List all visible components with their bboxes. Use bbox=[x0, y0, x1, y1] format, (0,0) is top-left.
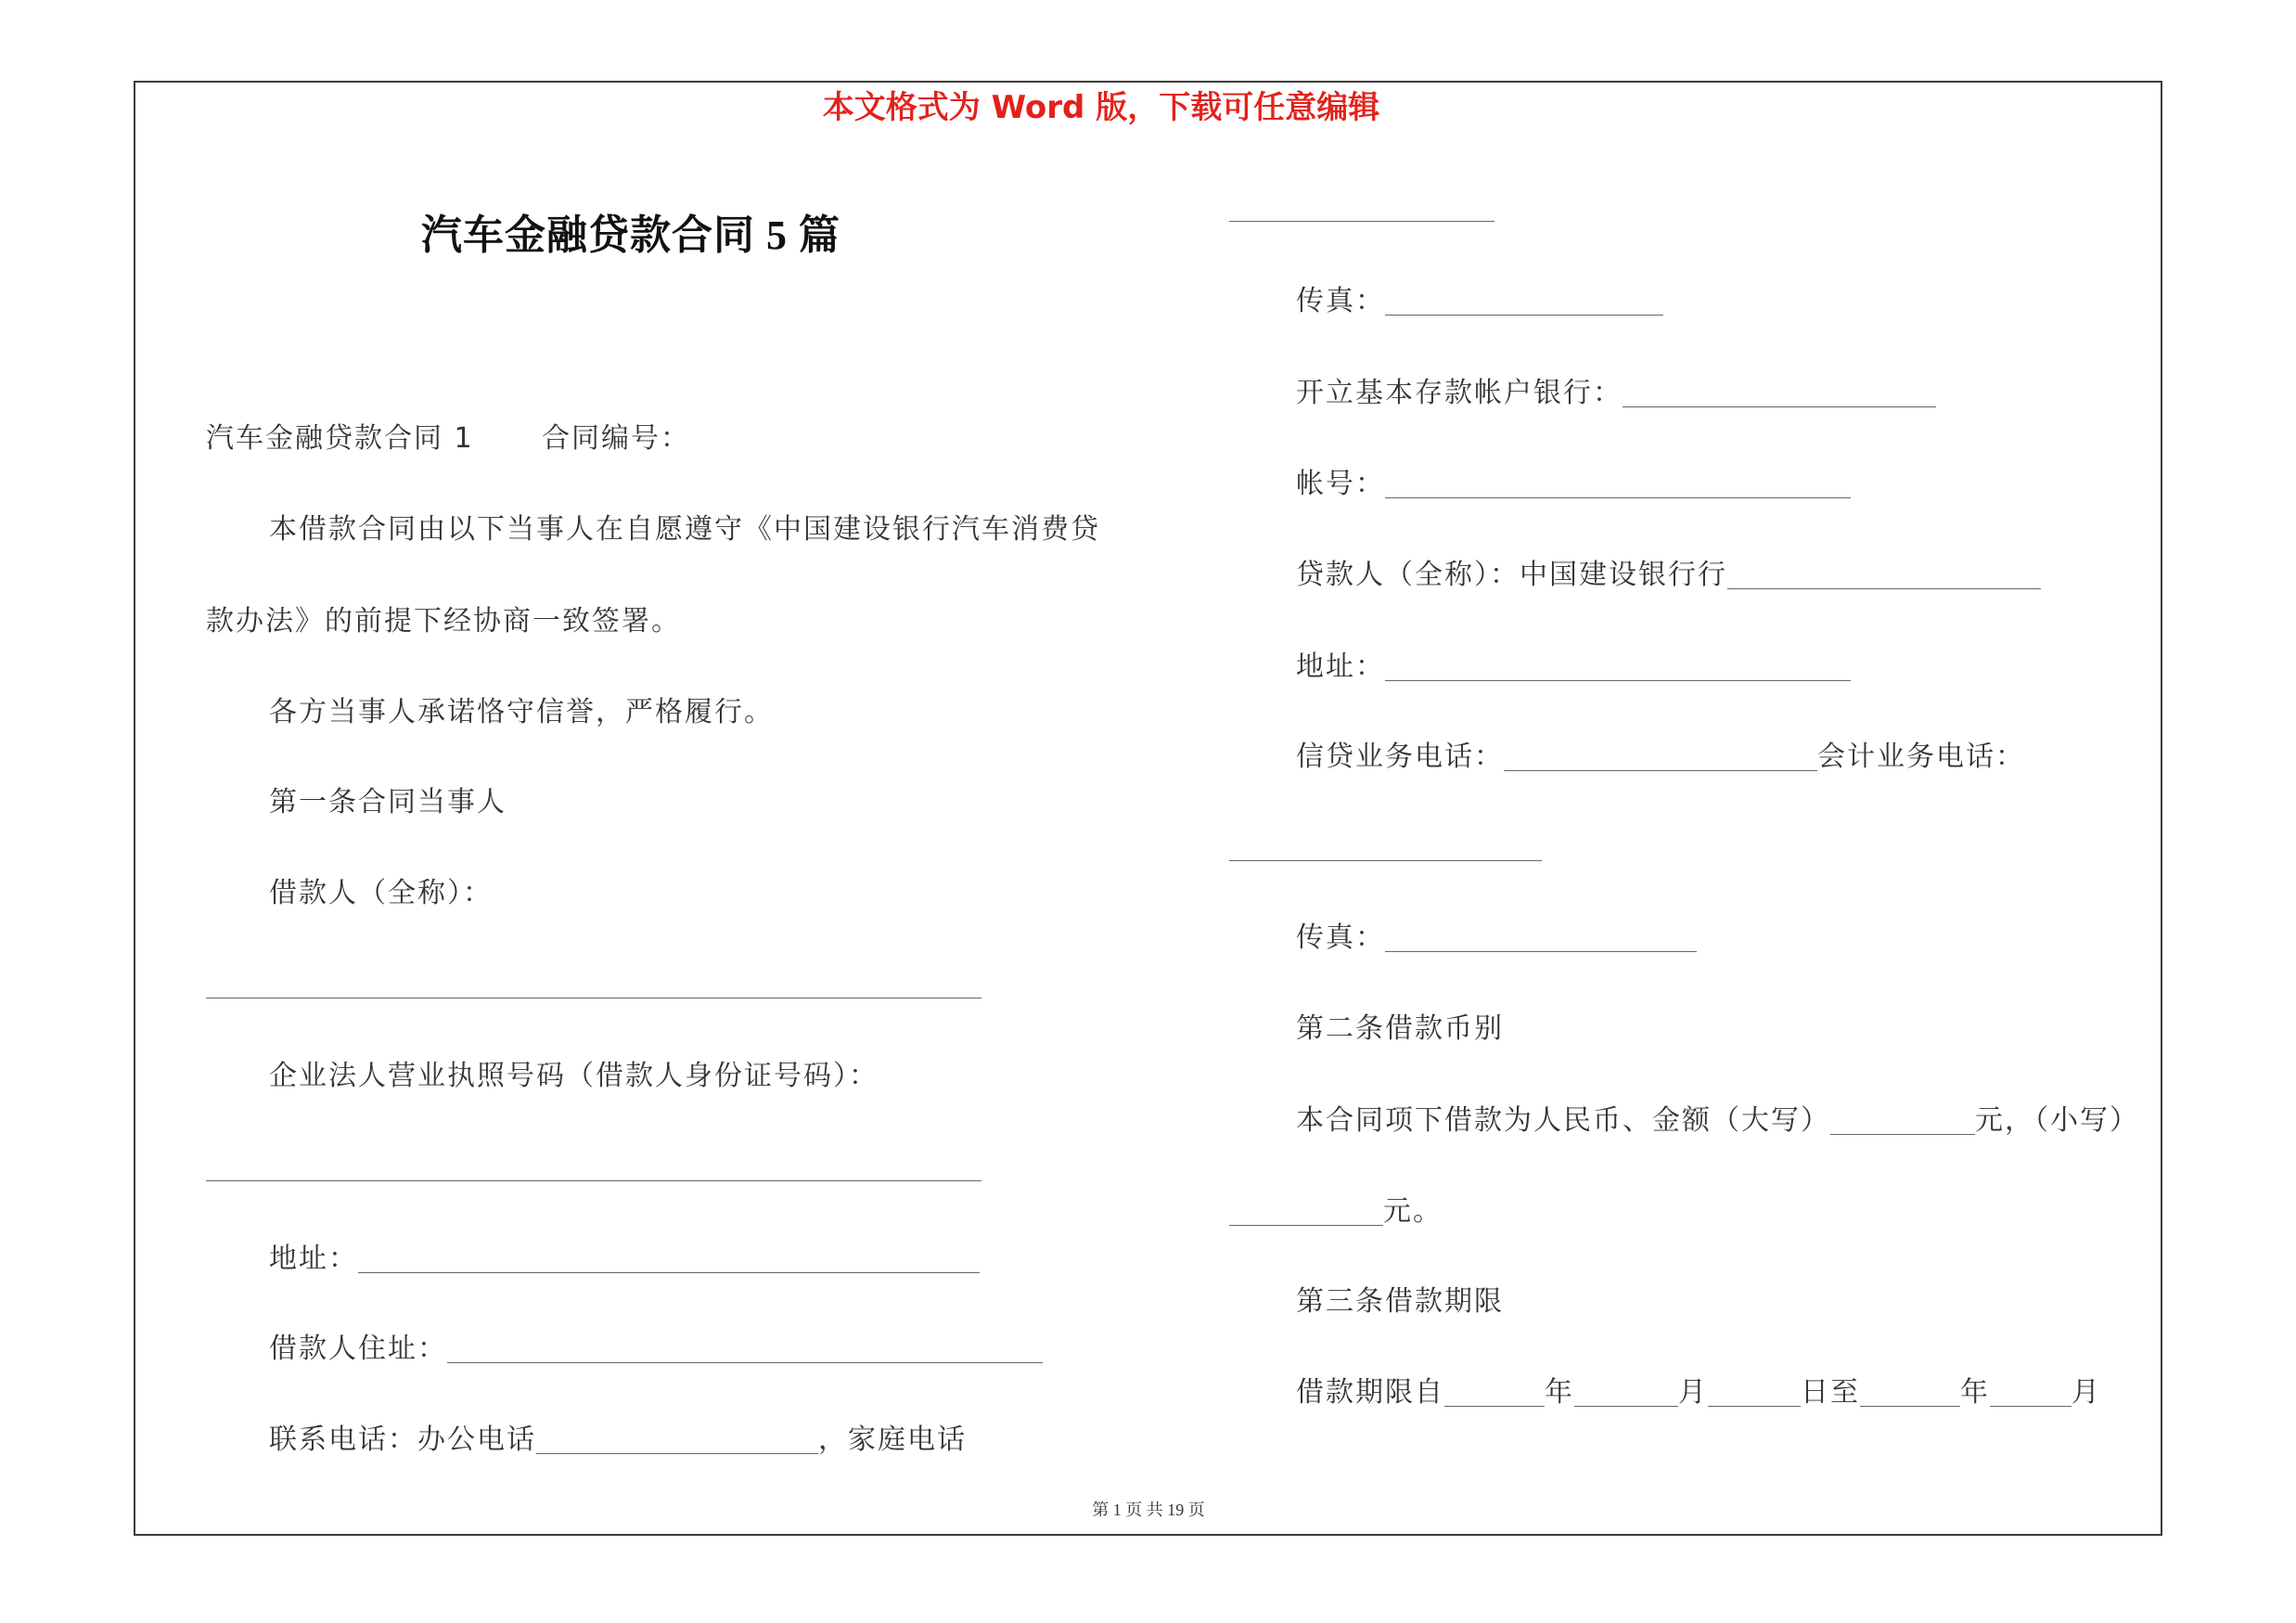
lender-label: 贷款人（全称）：中国建设银行行 bbox=[1296, 559, 1727, 591]
lender-address-blank bbox=[1385, 652, 1851, 681]
amount-lowercase-blank bbox=[1229, 1197, 1383, 1226]
month-label: 月 bbox=[2072, 1376, 2101, 1409]
start-year-blank bbox=[1444, 1378, 1545, 1407]
credit-phone-label: 信贷业务电话： bbox=[1296, 741, 1504, 773]
loan-amount-line bbox=[1296, 1101, 2139, 1141]
term-start-label: 借款期限自 bbox=[1296, 1376, 1444, 1409]
intro-line-2: 款办法》的前提下经协商一致签署。 bbox=[206, 605, 681, 638]
address-blank bbox=[358, 1244, 980, 1273]
year-label: 年 bbox=[1960, 1376, 1990, 1409]
article-3-heading: 第三条借款期限 bbox=[1296, 1285, 1504, 1318]
license-label: 企业法人营业执照号码（借款人身份证号码）： bbox=[269, 1060, 879, 1092]
amount-unit-end: 元。 bbox=[1383, 1195, 1443, 1228]
contract-number-label: 合同编号： bbox=[542, 422, 690, 455]
business-phone-line bbox=[1296, 737, 2025, 778]
borrower-residence-line bbox=[269, 1329, 1043, 1370]
article-1-heading: 第一条合同当事人 bbox=[269, 786, 507, 818]
page-number-footer: 第 1 页 共 19 页 bbox=[1092, 1501, 1205, 1519]
lender-address-line bbox=[1296, 647, 1851, 688]
loan-amount-line-2 bbox=[1229, 1191, 1443, 1232]
borrower-address-line bbox=[269, 1239, 980, 1280]
lender-blank bbox=[1727, 560, 2041, 589]
lender-fax-blank bbox=[1385, 923, 1697, 952]
year-label: 年 bbox=[1545, 1376, 1574, 1409]
fax-label: 传真： bbox=[1296, 285, 1385, 317]
document-title: 汽车金融贷款合同 5 篇 bbox=[421, 213, 840, 258]
intro-line-1: 本借款合同由以下当事人在自愿遵守《中国建设银行汽车消费贷 bbox=[269, 513, 1100, 546]
lender-line bbox=[1296, 555, 2041, 596]
deposit-bank-blank bbox=[1623, 379, 1936, 407]
office-phone-blank bbox=[536, 1425, 818, 1454]
amount-uppercase-blank bbox=[1830, 1106, 1975, 1135]
end-month-blank bbox=[1990, 1378, 2072, 1407]
residence-blank bbox=[447, 1334, 1043, 1363]
end-year-blank bbox=[1860, 1378, 1960, 1407]
lender-fax-line bbox=[1296, 918, 1697, 959]
borrower-name-label: 借款人（全称）： bbox=[269, 877, 493, 909]
amount-unit-label: 元，（小写） bbox=[1975, 1104, 2139, 1137]
home-phone-blank-continued bbox=[1229, 221, 1494, 222]
account-blank bbox=[1385, 470, 1851, 498]
credit-phone-blank bbox=[1504, 742, 1817, 771]
month-label: 月 bbox=[1678, 1376, 1708, 1409]
accounting-phone-blank bbox=[1229, 860, 1542, 861]
lender-fax-label: 传真： bbox=[1296, 921, 1385, 954]
contract-heading: 汽车金融贷款合同 1 bbox=[206, 422, 474, 455]
account-line bbox=[1296, 464, 1851, 505]
home-phone-label: ，家庭电话 bbox=[818, 1423, 967, 1456]
account-label: 帐号： bbox=[1296, 468, 1385, 500]
article-2-heading: 第二条借款币别 bbox=[1296, 1012, 1504, 1045]
lender-address-label: 地址： bbox=[1296, 650, 1385, 683]
deposit-bank-label: 开立基本存款帐户银行： bbox=[1296, 377, 1623, 409]
address-label: 地址： bbox=[269, 1243, 358, 1275]
accounting-phone-label: 会计业务电话： bbox=[1817, 741, 2025, 773]
deposit-bank-line bbox=[1296, 373, 1936, 414]
pledge-paragraph: 各方当事人承诺恪守信誉，严格履行。 bbox=[269, 696, 774, 728]
license-blank bbox=[206, 1180, 981, 1181]
fax-blank bbox=[1385, 287, 1663, 316]
format-banner: 本文格式为 Word 版，下载可任意编辑 bbox=[822, 89, 1380, 126]
loan-term-line bbox=[1296, 1372, 2101, 1413]
loan-amount-text: 本合同项下借款为人民币、金额（大写） bbox=[1296, 1104, 1830, 1137]
borrower-fax-line bbox=[1296, 281, 1663, 322]
start-month-blank bbox=[1574, 1378, 1678, 1407]
residence-label: 借款人住址： bbox=[269, 1333, 447, 1365]
office-phone-label: 联系电话：办公电话 bbox=[269, 1423, 536, 1456]
day-to-label: 日至 bbox=[1801, 1376, 1860, 1409]
phone-line bbox=[269, 1420, 967, 1461]
start-day-blank bbox=[1708, 1378, 1801, 1407]
